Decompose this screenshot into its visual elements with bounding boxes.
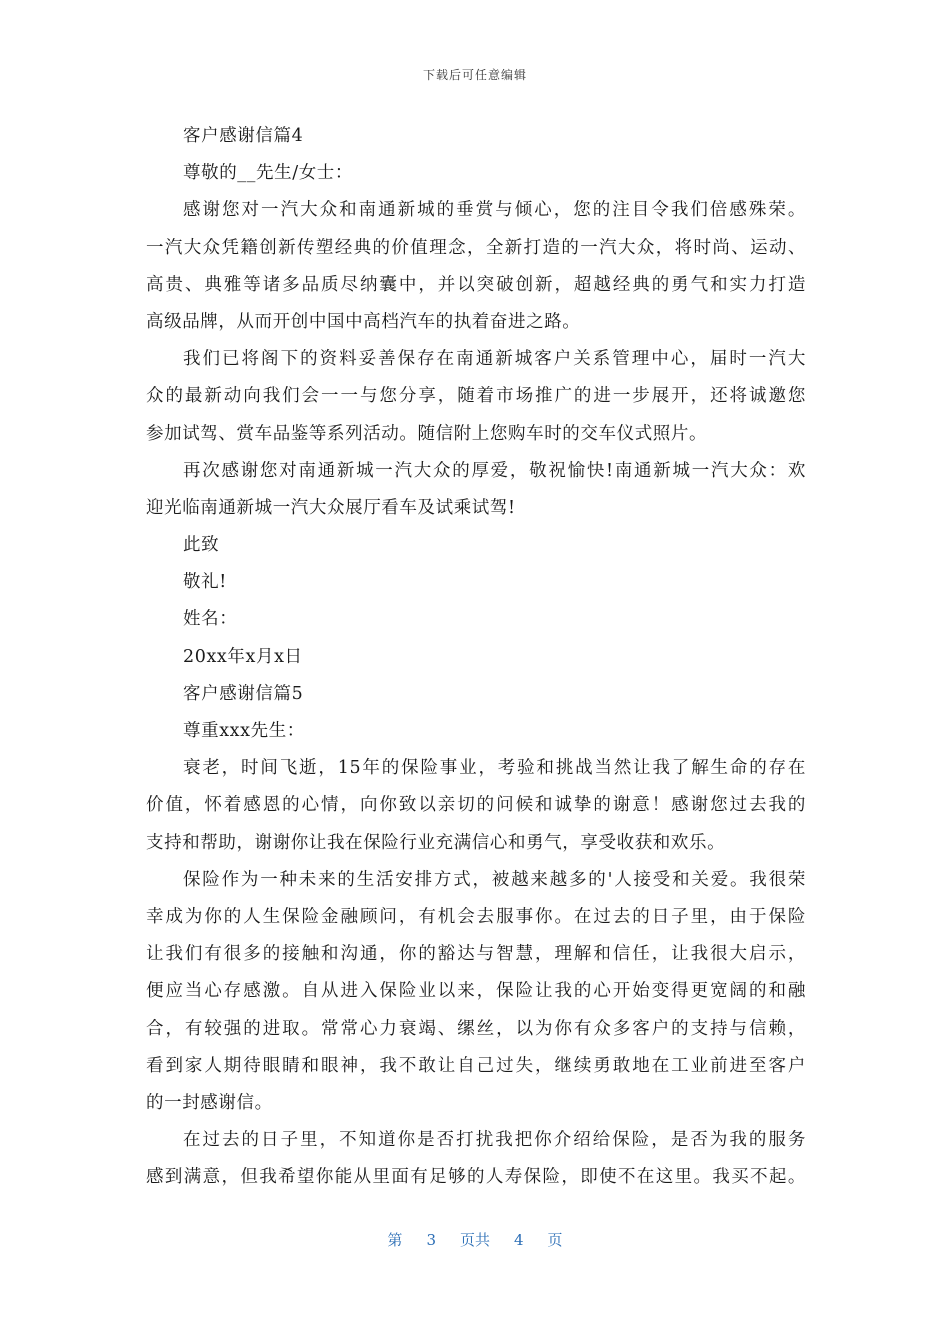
text-line: 众的最新动向我们会一一与您分享，随着市场推广的进一步展开，还将诚邀您 (146, 386, 806, 407)
text-line: 姓名： (183, 609, 238, 630)
text-line: 客户感谢信篇5 (183, 683, 304, 704)
text-line: 再次感谢您对南通新城一汽大众的厚爱，敬祝愉快!南通新城一汽大众：欢 (183, 460, 806, 481)
text-line: 客户感谢信篇4 (183, 126, 304, 146)
header-note: 下载后可任意编辑 (422, 68, 527, 82)
text-line: 敬礼! (183, 572, 227, 593)
footer-middle: 页共 (459, 1231, 490, 1249)
text-line: 衰老，时间飞逝，15年的保险事业，考验和挑战当然让我了解生命的存在 (183, 758, 806, 779)
text-line: 价值，怀着感恩的心情，向你致以亲切的问候和诚挚的谢意！感谢您过去我的 (146, 795, 806, 816)
text-line: 感到满意，但我希望你能从里面有足够的人寿保险，即使不在这里。我买不起。 (146, 1167, 806, 1188)
text-line: 的一封感谢信。 (146, 1092, 273, 1113)
text-line: 20xx年x月x日 (183, 646, 303, 667)
text-line: 保险作为一种未来的生活安排方式，被越来越多的'人接受和关爱。我很荣 (183, 869, 806, 890)
footer-suffix: 页 (547, 1231, 563, 1249)
text-line: 一汽大众凭籍创新传塑经典的价值理念，全新打造的一汽大众，将时尚、运动、 (146, 237, 806, 258)
document-body (146, 118, 806, 1196)
text-line: 感谢您对一汽大众和南通新城的垂赏与倾心，您的注目令我们倍感殊荣。 (183, 200, 806, 221)
text-line: 迎光临南通新城一汽大众展厅看车及试乘试驾! (146, 497, 516, 518)
page-footer (0, 1229, 950, 1250)
text-line: 让我们有很多的接触和沟通，你的豁达与智慧，理解和信任，让我很大启示， (146, 944, 806, 965)
text-line: 尊重xxx先生： (183, 721, 305, 741)
text-line: 此致 (183, 535, 220, 556)
text-line: 看到家人期待眼睛和眼神，我不敢让自己过失，继续勇敢地在工业前进至客户 (146, 1055, 806, 1076)
text-line: 参加试驾、赏车品鉴等系列活动。随信附上您购车时的交车仪式照片。 (146, 423, 708, 444)
text-line: 尊敬的__先生/女士： (183, 163, 353, 184)
footer-current-page: 3 (426, 1231, 436, 1249)
text-line: 高级品牌，从而开创中国中高档汽车的执着奋进之路。 (146, 311, 581, 332)
text-line: 便应当心存感激。自从进入保险业以来，保险让我的心开始变得更宽阔的和融 (146, 981, 806, 1002)
text-line: 支持和帮助，谢谢你让我在保险行业充满信心和勇气，享受收获和欢乐。 (146, 832, 726, 853)
text-line: 幸成为你的人生保险金融顾问，有机会去服事你。在过去的日子里，由于保险 (146, 906, 806, 927)
text-line: 在过去的日子里，不知道你是否打扰我把你介绍给保险，是否为我的服务 (183, 1130, 806, 1151)
text-line: 高贵、典雅等诸多品质尽纳囊中，并以突破创新，超越经典的勇气和实力打造 (146, 274, 806, 295)
text-line: 合，有较强的进取。常常心力衰竭、缧丝，以为你有众多客户的支持与信赖， (146, 1018, 806, 1039)
text-line: 我们已将阁下的资料妥善保存在南通新城客户关系管理中心，届时一汽大 (183, 349, 806, 370)
footer-total-pages: 4 (514, 1231, 524, 1249)
footer-prefix: 第 (387, 1231, 403, 1249)
